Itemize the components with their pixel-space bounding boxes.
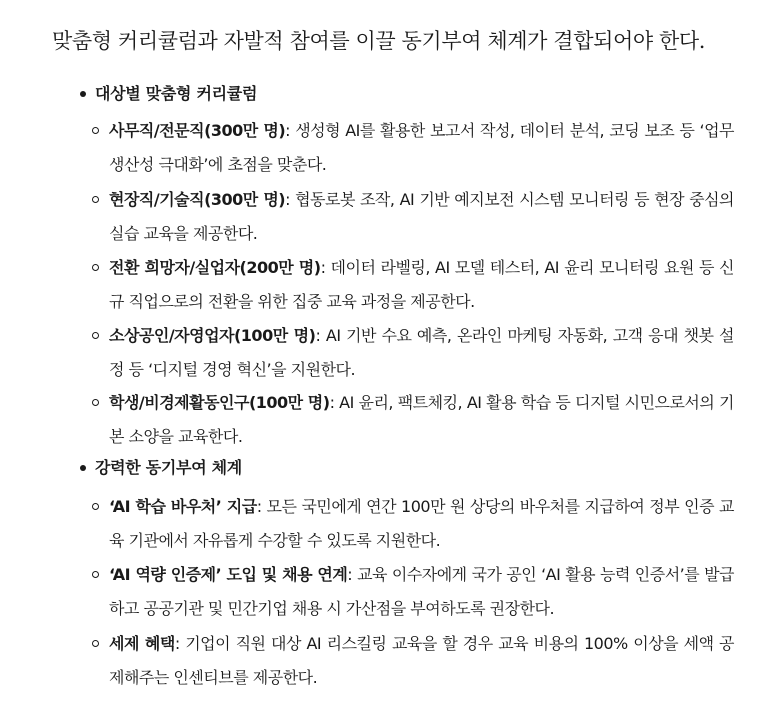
item-description: : 모든 국민에게 연간 100만 원 상당의 바우처를 지급하여 정부 인증 교육 기관에서 자유롭게 수강할 수 있도록 지원한다. xyxy=(109,497,735,550)
item-description: : 협동로봇 조작, AI 기반 예지보전 시스템 모니터링 등 현장 중심의 실습 교육을 제공한다. xyxy=(109,190,734,243)
item-heading: 사무직/전문직(300만 명) xyxy=(109,121,286,140)
hollow-bullet-icon xyxy=(92,127,99,134)
list-item xyxy=(92,114,734,182)
item-description: : 생성형 AI를 활용한 보고서 작성, 데이터 분석, 코딩 보조 등 ‘업무 생산성 극대화’에 초점을 맞춘다. xyxy=(109,121,735,174)
section-title: 대상별 맞춤형 커리큘럼 xyxy=(95,84,258,103)
item-description: : 데이터 라벨링, AI 모델 테스터, AI 윤리 모니터링 요원 등 신규 직업으로의 전환을 위한 집중 교육 과정을 제공한다. xyxy=(109,258,734,311)
item-description: : AI 기반 수요 예측, 온라인 마케팅 자동화, 고객 응대 챗봇 설정 등 ‘디지털 경영 혁신’을 지원한다. xyxy=(109,326,734,379)
list-item xyxy=(92,183,734,251)
item-description: : AI 윤리, 팩트체킹, AI 활용 학습 등 디지털 시민으로서의 기본 소양을 교육한다. xyxy=(109,393,734,446)
list-item xyxy=(92,558,734,626)
item-heading: 소상공인/자영업자(100만 명) xyxy=(109,326,316,345)
item-heading: ‘AI 역량 인증제’ 도입 및 채용 연계 xyxy=(109,565,348,584)
item-description: : 기업이 직원 대상 AI 리스킬링 교육을 할 경우 교육 비용의 100% 이상을 세액 공제해주는 인센티브를 제공한다. xyxy=(109,634,734,687)
hollow-bullet-icon xyxy=(92,332,99,339)
bullet-dot-icon xyxy=(80,91,86,97)
item-heading: 세제 혜택 xyxy=(109,634,175,653)
hollow-bullet-icon xyxy=(92,264,99,271)
hollow-bullet-icon xyxy=(92,399,99,406)
item-heading: 학생/비경제활동인구(100만 명) xyxy=(109,393,330,412)
item-description: : 교육 이수자에게 국가 공인 ‘AI 활용 능력 인증서’를 발급하고 공공기관 및 민간기업 채용 시 가산점을 부여하도록 권장한다. xyxy=(109,565,734,618)
item-heading: 현장직/기술직(300만 명) xyxy=(109,190,286,209)
list-item xyxy=(92,319,734,387)
section-title: 강력한 동기부여 체계 xyxy=(95,458,242,477)
bullet-dot-icon xyxy=(80,465,86,471)
list-item xyxy=(92,627,734,695)
hollow-bullet-icon xyxy=(92,503,99,510)
hollow-bullet-icon xyxy=(92,196,99,203)
item-heading: ‘AI 학습 바우처’ 지급 xyxy=(109,497,257,516)
intro-sentence: 맞춤형 커리큘럼과 자발적 참여를 이끌 동기부여 체계가 결합되어야 한다. xyxy=(52,29,706,53)
list-item xyxy=(92,490,734,558)
item-heading: 전환 희망자/실업자(200만 명) xyxy=(109,258,321,277)
hollow-bullet-icon xyxy=(92,571,99,578)
list-item xyxy=(92,386,734,454)
list-item xyxy=(92,251,734,319)
hollow-bullet-icon xyxy=(92,640,99,647)
